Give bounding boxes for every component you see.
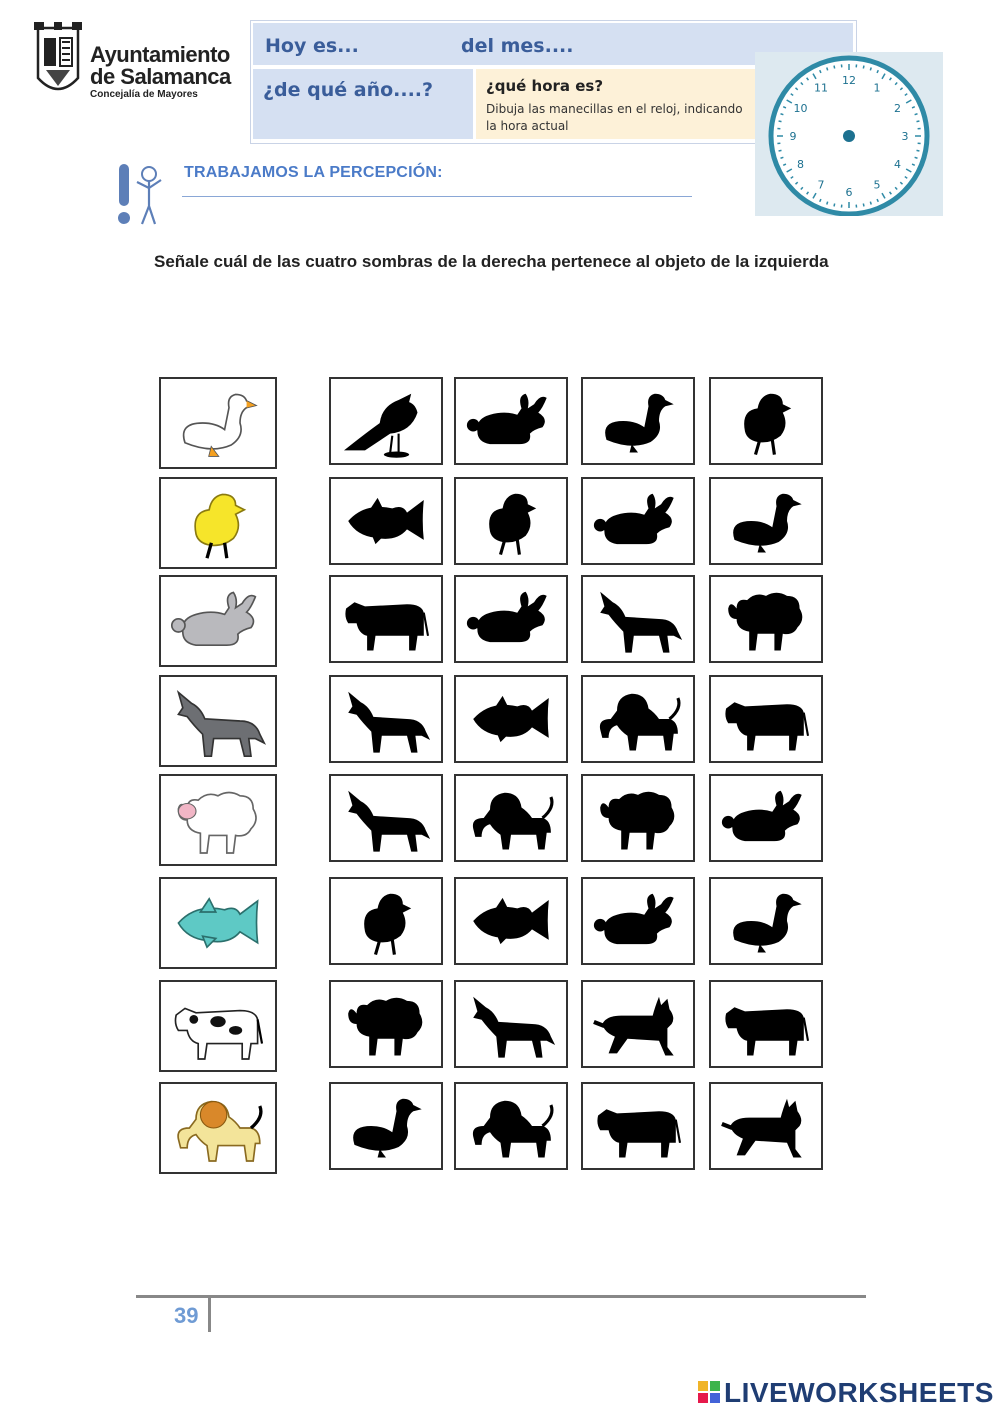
cow-color-picture <box>159 980 277 1072</box>
clock-tick <box>781 114 784 115</box>
duck-shadow-option[interactable] <box>709 877 823 965</box>
clock-face[interactable] <box>755 52 943 216</box>
today-label: Hoy es... <box>265 35 359 57</box>
clock-center-dot <box>843 130 855 142</box>
section-underline <box>182 196 692 197</box>
wolf-shadow-option[interactable] <box>581 575 695 663</box>
exclamation-figure-icon <box>115 160 171 230</box>
clock-number: 12 <box>842 74 856 87</box>
clock-tick <box>870 202 871 205</box>
footer-divider <box>208 1298 211 1332</box>
year-row <box>253 69 473 139</box>
duck-color-picture <box>159 377 277 469</box>
cow-shadow-option[interactable] <box>581 1082 695 1170</box>
clock-tick <box>863 203 864 206</box>
clock-number: 9 <box>789 130 797 143</box>
wolf-color-picture <box>159 675 277 767</box>
liveworksheets-logo-icon <box>698 1381 720 1403</box>
time-question: ¿qué hora es? <box>486 77 604 95</box>
lion-color-picture <box>159 1082 277 1174</box>
clock-number: 10 <box>793 102 808 115</box>
clock-tick <box>781 157 784 158</box>
org-name-line2: de Salamanca <box>90 64 231 89</box>
wolf-shadow-option[interactable] <box>329 774 443 862</box>
clock-tick <box>834 203 835 206</box>
chick-shadow-option[interactable] <box>709 377 823 465</box>
footer-rule <box>136 1295 866 1298</box>
rabbit-shadow-option[interactable] <box>581 877 695 965</box>
clock-tick <box>827 68 828 71</box>
clock-number: 5 <box>873 178 881 192</box>
sheep-shadow-option[interactable] <box>709 575 823 663</box>
liveworksheets-brand: LIVEWORKSHEETS <box>724 1377 994 1408</box>
sheep-shadow-option[interactable] <box>581 774 695 862</box>
org-department: Concejalía de Mayores <box>90 89 198 100</box>
lynx-shadow-option[interactable] <box>581 980 695 1068</box>
lion-shadow-option[interactable] <box>454 1082 568 1170</box>
cow-shadow-option[interactable] <box>709 675 823 763</box>
org-name-line1: Ayuntamiento <box>90 42 230 67</box>
sheep-color-picture <box>159 774 277 866</box>
page-number: 39 <box>174 1303 199 1328</box>
clock-number: 8 <box>797 158 805 171</box>
clock-tick <box>916 150 919 151</box>
wolf-shadow-option[interactable] <box>329 675 443 763</box>
chick-shadow-option[interactable] <box>329 877 443 965</box>
time-instruction: Dibuja las manecillas en el reloj, indicando la hora actual <box>486 102 743 133</box>
chick-shadow-option[interactable] <box>454 477 568 565</box>
rabbit-shadow-option[interactable] <box>454 575 568 663</box>
year-label: ¿de qué año....? <box>263 79 434 101</box>
chick-color-picture <box>159 477 277 569</box>
duck-shadow-option[interactable] <box>581 377 695 465</box>
clock-tick <box>870 68 871 71</box>
section-title: TRABAJAMOS LA PERCEPCIÓN: <box>184 164 443 181</box>
clock-panel <box>755 52 943 216</box>
clock-tick <box>863 66 864 69</box>
cow-shadow-option[interactable] <box>329 575 443 663</box>
clock-number: 11 <box>814 81 828 95</box>
clock-tick <box>915 114 918 115</box>
wolf-shadow-option[interactable] <box>454 980 568 1068</box>
lion-shadow-option[interactable] <box>581 675 695 763</box>
fish-shadow-option[interactable] <box>329 477 443 565</box>
clock-number: 7 <box>817 178 825 192</box>
duck-shadow-option[interactable] <box>709 477 823 565</box>
rabbit-shadow-option[interactable] <box>709 774 823 862</box>
clock-tick <box>915 157 918 158</box>
lion-shadow-option[interactable] <box>454 774 568 862</box>
rabbit-shadow-option[interactable] <box>454 377 568 465</box>
clock-tick <box>779 121 782 122</box>
clock-tick <box>827 202 828 205</box>
city-crest-logo <box>30 18 86 102</box>
rabbit-color-picture <box>159 575 277 667</box>
clock-number: 2 <box>893 102 901 115</box>
org-name <box>90 44 240 100</box>
clock-tick <box>916 121 919 122</box>
clock-number: 1 <box>873 81 881 95</box>
fish-shadow-option[interactable] <box>454 877 568 965</box>
month-label: del mes.... <box>461 35 574 57</box>
clock-number: 6 <box>845 186 853 199</box>
clock-tick <box>779 150 782 151</box>
rabbit-shadow-option[interactable] <box>581 477 695 565</box>
bird-shadow-option[interactable] <box>329 377 443 465</box>
fish-shadow-option[interactable] <box>454 675 568 763</box>
lynx-shadow-option[interactable] <box>709 1082 823 1170</box>
cow-shadow-option[interactable] <box>709 980 823 1068</box>
duck-shadow-option[interactable] <box>329 1082 443 1170</box>
instruction-text: Señale cuál de las cuatro sombras de la derecha pertenece al objeto de la izquierda <box>154 252 829 271</box>
clock-number: 4 <box>893 158 901 171</box>
fish-color-picture <box>159 877 277 969</box>
clock-tick <box>834 66 835 69</box>
sheep-shadow-option[interactable] <box>329 980 443 1068</box>
clock-number: 3 <box>901 130 909 143</box>
